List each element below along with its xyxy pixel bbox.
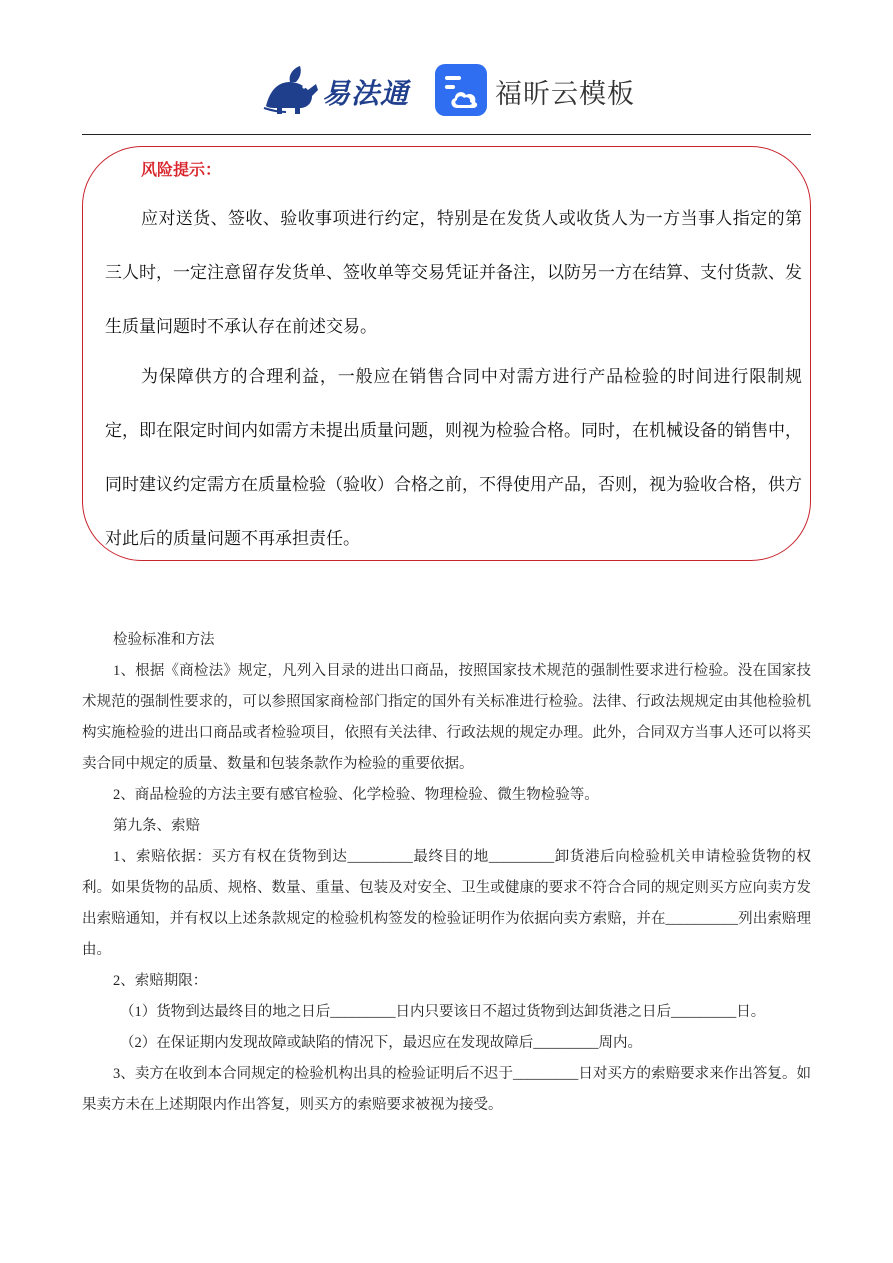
risk-title: 风险提示： [141,162,222,179]
yifatong-logo [260,60,410,116]
logo1-text: 易法通 [322,77,410,110]
qilin-icon [260,60,322,116]
section-heading-inspection: 检验标准和方法 [113,632,215,648]
header-divider [82,134,811,135]
cloud-template-icon [435,64,487,116]
paragraph-claim-reply: 3、卖方在收到本合同规定的检验机构出具的检验证明后不迟于_________日对买方的索赔要求来作出答复。如果卖方未在上述期限内作出答复，则买方的索赔要求被视为接受。 [82,1066,811,1113]
fuxin-logo [435,64,655,120]
risk-paragraph-1: 应对送货、签收、验收事项进行约定，特别是在发货人或收货人为一方当事人指定的第三人时，一定注意留存发货单、签收单等交易凭证并备注，以防另一方在结算、支付货款、发生质量问题时不承认存在前述交易。 [105,209,802,336]
paragraph-claim-period: 2、索赔期限： [113,973,208,989]
page-header [82,56,811,126]
paragraph-inspection-1: 1、根据《商检法》规定，凡列入目录的进出口商品，按照国家技术规范的强制性要求进行检验。没在国家技术规范的强制性要求的，可以参照国家商检部门指定的国外有关标准进行检验。法律、行政法规规定由其他检验机构实施检验的进出口商品或者检验项目，依照有关法律、行政法规的规定办理。此外，合同双方当事人还可以将买卖合同中规定的质量、数量和包装条款作为检验的重要依据。 [82,663,811,772]
paragraph-claim-period-1: （1）货物到达最终目的地之日后_________日内只要该日不超过货物到达卸货港之日后_________日。 [120,1004,766,1020]
risk-paragraph-2: 为保障供方的合理利益，一般应在销售合同中对需方进行产品检验的时间进行限制规定，即在限定时间内如需方未提出质量问题，则视为检验合格。同时，在机械设备的销售中，同时建议约定需方在质量检验（验收）合格之前，不得使用产品，否则，视为验收合格，供方对此后的质量问题不再承担责任。 [105,367,802,548]
logo2-text: 福昕云模板 [495,79,635,110]
paragraph-claim-period-2: （2）在保证期内发现故障或缺陷的情况下，最迟应在发现故障后_________周内。 [120,1035,642,1051]
paragraph-claim-basis: 1、索赔依据：买方有权在货物到达_________最终目的地_________卸货港后向检验机关申请检验货物的权利。如果货物的品质、规格、数量、重量、包装及对安全、卫生或健康的要求不符合合同的规定则买方应向卖方发出索赔通知，并有权以上述条款规定的检验机构签发的检验证明作为依据向卖方索赔，并在__________列出索赔理由。 [82,849,811,958]
article-9-heading: 第九条、索赔 [113,818,200,834]
contract-body [82,625,811,1121]
paragraph-inspection-2: 2、商品检验的方法主要有感官检验、化学检验、物理检验、微生物检验等。 [113,787,599,803]
